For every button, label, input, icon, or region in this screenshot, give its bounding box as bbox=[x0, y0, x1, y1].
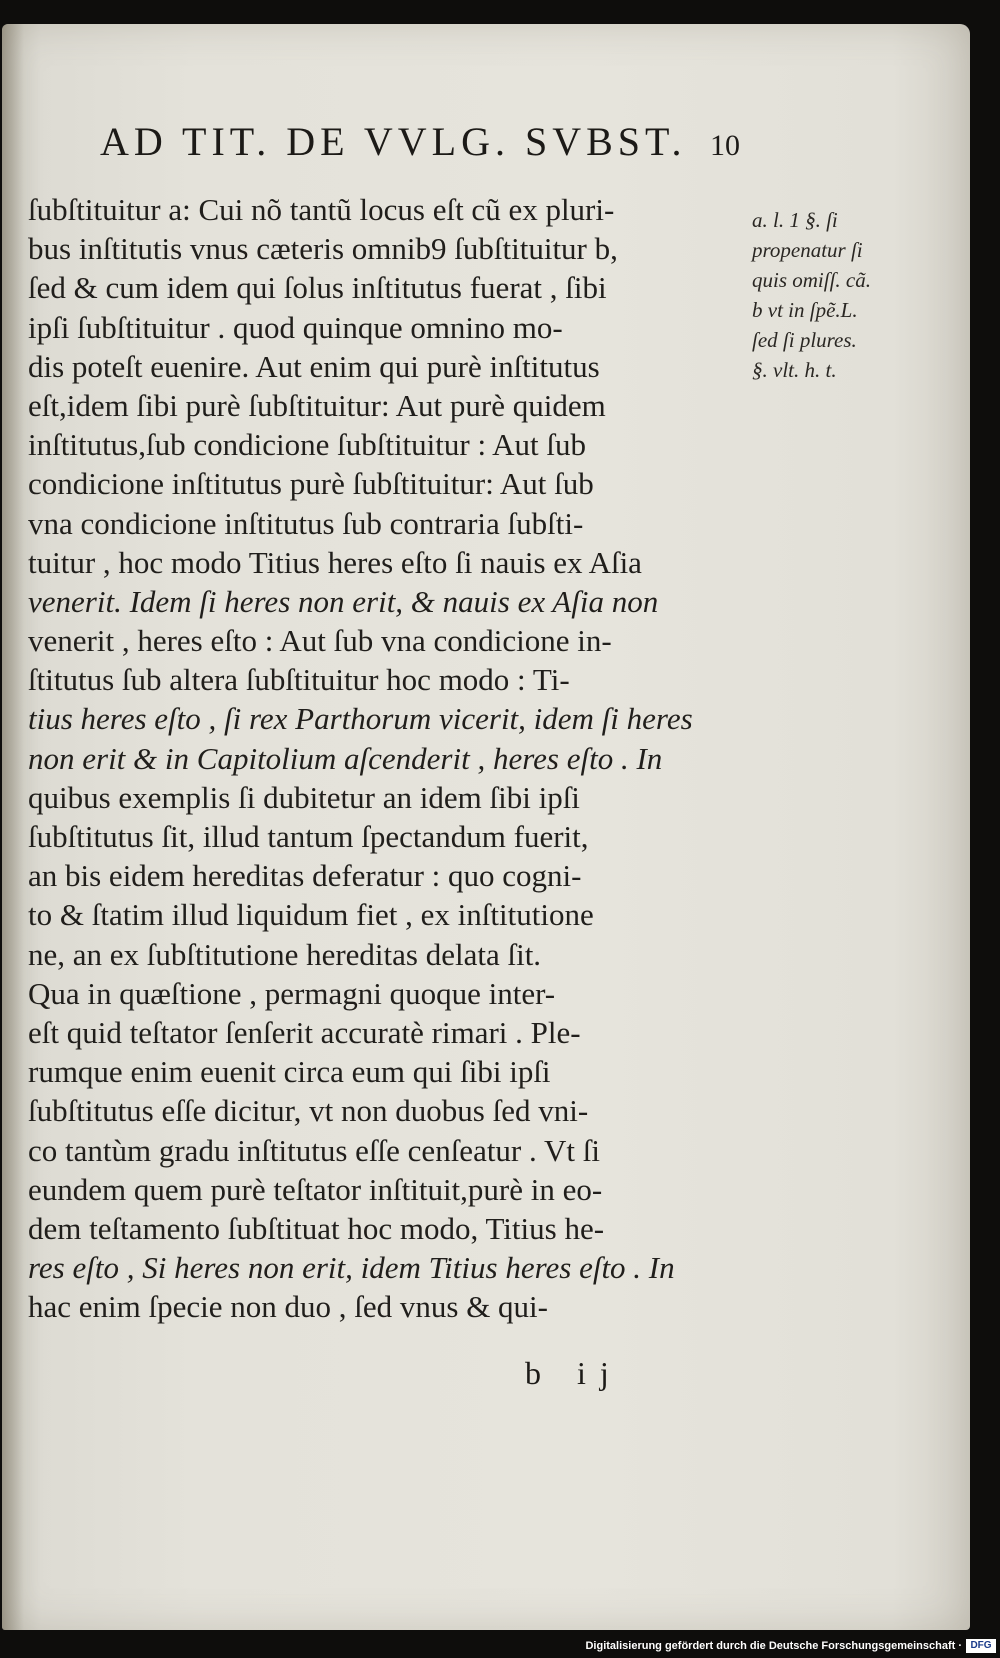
margin-notes bbox=[752, 205, 912, 385]
text-line: condicione inſtitutus purè ſubſtituitur: Aut ſub bbox=[28, 466, 594, 502]
text-line: eſt quid teſtator ſenſerit accuratè rimari . Ple- bbox=[28, 1014, 581, 1050]
text-line: inſtitutus,ſub condicione ſubſtituitur : Aut ſub bbox=[28, 427, 586, 463]
margin-note-line: propenatur ſi bbox=[752, 238, 863, 262]
running-title: AD TIT. DE VVLG. SVBST. bbox=[100, 119, 687, 164]
text-line: eundem quem purè teſtator inſtituit,purè in eo- bbox=[28, 1171, 603, 1207]
text-line: ſtitutus ſub altera ſubſtituitur hoc modo : Ti- bbox=[28, 662, 570, 698]
margin-note-line: §. vlt. h. t. bbox=[752, 358, 837, 382]
main-text-block bbox=[28, 190, 738, 1326]
page-gutter-shadow bbox=[2, 24, 24, 1630]
text-line: Qua in quæſtione , permagni quoque inter- bbox=[28, 975, 556, 1011]
margin-note-line: quis omiſſ. cã. bbox=[752, 268, 871, 292]
text-line: ſubſtitutus eſſe dicitur, vt non duobus ſed vni- bbox=[28, 1093, 589, 1129]
signature-mark: b ij bbox=[525, 1355, 623, 1391]
text-line: ſed & cum idem qui ſolus inſtitutus fuerat , ſibi bbox=[28, 270, 607, 306]
margin-note-line: ſed ſi plures. bbox=[752, 328, 857, 352]
text-line: res eſto , Si heres non erit, idem Titius heres eſto . In bbox=[28, 1250, 675, 1286]
text-line: tius heres eſto , ſi rex Parthorum vicerit, idem ſi heres bbox=[28, 701, 693, 737]
text-line: eſt,idem ſibi purè ſubſtituitur: Aut purè quidem bbox=[28, 387, 606, 423]
margin-note-line: a. l. 1 §. ſi bbox=[752, 208, 838, 232]
text-line: co tantùm gradu inſtitutus eſſe cenſeatur . Vt ſi bbox=[28, 1132, 600, 1168]
text-line: venerit. Idem ſi heres non erit, & nauis ex Aſia non bbox=[28, 583, 659, 619]
text-line: non erit & in Capitolium aſcenderit , heres eſto . In bbox=[28, 740, 663, 776]
text-line: ſubſtitutus ſit, illud tantum ſpectandum fuerit, bbox=[28, 819, 589, 854]
text-line: ne, an ex ſubſtitutione hereditas delata ſit. bbox=[28, 936, 542, 972]
margin-note-line: b vt in ſpẽ.L. bbox=[752, 298, 858, 322]
text-line: bus inſtitutis vnus cæteris omnib9 ſubſtituitur b, bbox=[28, 231, 618, 267]
text-line: an bis eidem hereditas deferatur : quo cogni- bbox=[28, 858, 582, 894]
text-line: tuitur , hoc modo Titius heres eſto ſi nauis ex Aſia bbox=[28, 544, 642, 580]
running-head bbox=[100, 118, 760, 165]
text-line: rumque enim euenit circa eum qui ſibi ipſi bbox=[28, 1054, 551, 1090]
text-line: vna condicione inſtitutus ſub contraria ſubſti- bbox=[28, 505, 584, 541]
text-line: venerit , heres eſto : Aut ſub vna condicione in- bbox=[28, 623, 612, 659]
text-line: ſubſtituitur a: Cui nõ tantũ locus eſt cũ ex pluri- bbox=[28, 192, 615, 227]
page-number: 10 bbox=[710, 129, 740, 162]
text-line: to & ſtatim illud liquidum fiet , ex inſtitutione bbox=[28, 897, 594, 933]
text-line: dis poteſt euenire. Aut enim qui purè inſtitutus bbox=[28, 348, 600, 384]
dfg-logo: DFG bbox=[966, 1639, 996, 1653]
text-line: ipſi ſubſtituitur . quod quinque omnino mo- bbox=[28, 309, 563, 345]
text-line: quibus exemplis ſi dubitetur an idem ſibi ipſi bbox=[28, 779, 580, 815]
text-line: hac enim ſpecie non duo , ſed vnus & qui- bbox=[28, 1289, 548, 1325]
digitization-credit: Digitalisierung gefördert durch die Deutsche Forschungsgemeinschaft · bbox=[585, 1640, 962, 1652]
text-line: dem teſtamento ſubſtituat hoc modo, Titius he- bbox=[28, 1210, 605, 1246]
